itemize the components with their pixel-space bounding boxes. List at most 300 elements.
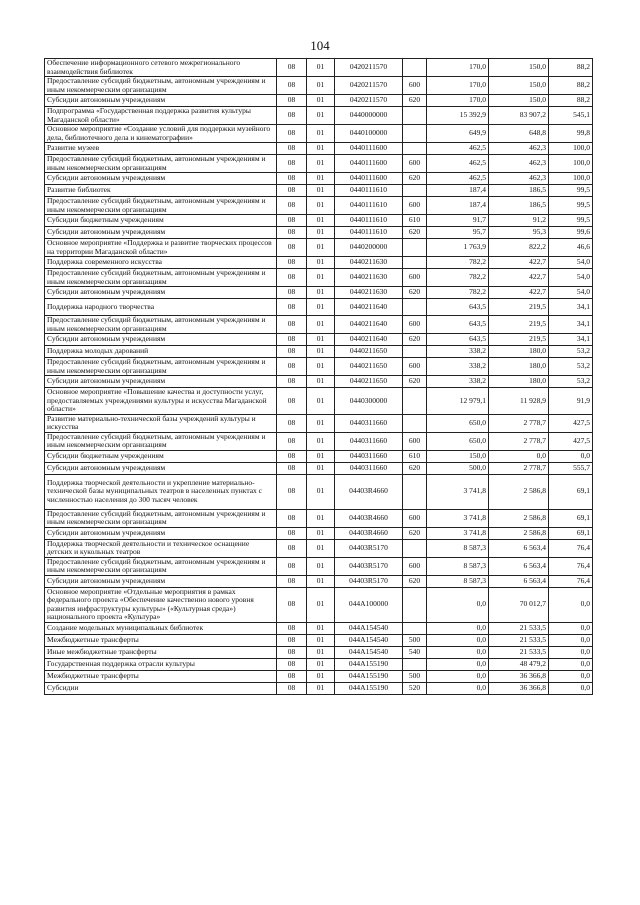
table-cell-actual: 36 366,8 <box>489 682 549 694</box>
table-cell-subsection: 01 <box>307 462 335 474</box>
table-cell-target-article: 0420211570 <box>335 95 403 107</box>
table-cell-subsection: 01 <box>307 557 335 575</box>
table-cell-name: Субсидии автономным учреждениям <box>45 376 277 388</box>
table-row <box>45 125 593 143</box>
table-cell-actual: 219,5 <box>489 299 549 316</box>
table-cell-actual: 822,2 <box>489 239 549 257</box>
table-cell-percent: 88,2 <box>549 59 593 77</box>
table-cell-name: Поддержка народного творчества <box>45 299 277 316</box>
table-cell-name: Предоставление субсидий бюджетным, автономным учреждениям и иным некоммерческим организациям <box>45 316 277 334</box>
table-cell-subsection: 01 <box>307 215 335 227</box>
table-row <box>45 462 593 474</box>
table-cell-actual: 462,3 <box>489 155 549 173</box>
table-cell-subsection: 01 <box>307 388 335 415</box>
table-cell-actual: 91,2 <box>489 215 549 227</box>
table-cell-expense-type <box>403 257 427 269</box>
table-cell-percent: 76,4 <box>549 539 593 557</box>
table-cell-name: Предоставление субсидий бюджетным, автономным учреждениям и иным некоммерческим организациям <box>45 197 277 215</box>
table-cell-actual: 2 586,8 <box>489 527 549 539</box>
table-cell-target-article: 044A155190 <box>335 682 403 694</box>
table-cell-plan: 338,2 <box>427 346 489 358</box>
table-cell-expense-type <box>403 388 427 415</box>
table-cell-percent: 99,8 <box>549 125 593 143</box>
table-cell-expense-type <box>403 622 427 634</box>
table-cell-target-article: 0440111600 <box>335 155 403 173</box>
table-cell-plan: 8 587,3 <box>427 575 489 587</box>
table-cell-percent: 99,5 <box>549 185 593 197</box>
table-cell-name: Основное мероприятие «Повышение качества и доступности услуг, предоставляемых учреждениями культуры и искусства Магаданской области» <box>45 388 277 415</box>
table-cell-actual: 150,0 <box>489 59 549 77</box>
table-cell-actual: 70 012,7 <box>489 587 549 622</box>
table-cell-subsection: 01 <box>307 414 335 432</box>
table-cell-expense-type <box>403 143 427 155</box>
table-cell-section: 08 <box>277 682 307 694</box>
table-cell-plan: 0,0 <box>427 670 489 682</box>
table-cell-name: Обеспечение информационного сетевого межрегионального взаимодействия библиотек <box>45 59 277 77</box>
table-row <box>45 287 593 299</box>
table-cell-plan: 462,5 <box>427 155 489 173</box>
table-cell-actual: 219,5 <box>489 316 549 334</box>
table-cell-subsection: 01 <box>307 227 335 239</box>
table-cell-percent: 99,6 <box>549 227 593 239</box>
table-cell-actual: 21 533,5 <box>489 634 549 646</box>
table-cell-plan: 650,0 <box>427 414 489 432</box>
table-cell-section: 08 <box>277 125 307 143</box>
table-row <box>45 509 593 527</box>
table-cell-section: 08 <box>277 346 307 358</box>
table-cell-name: Субсидии автономным учреждениям <box>45 575 277 587</box>
table-row <box>45 143 593 155</box>
table-cell-actual: 422,7 <box>489 257 549 269</box>
table-cell-expense-type: 610 <box>403 215 427 227</box>
table-cell-actual: 180,0 <box>489 376 549 388</box>
table-cell-section: 08 <box>277 197 307 215</box>
table-cell-subsection: 01 <box>307 173 335 185</box>
table-row <box>45 575 593 587</box>
table-cell-subsection: 01 <box>307 125 335 143</box>
table-cell-percent: 0,0 <box>549 682 593 694</box>
table-row <box>45 557 593 575</box>
table-cell-percent: 0,0 <box>549 622 593 634</box>
table-cell-subsection: 01 <box>307 682 335 694</box>
table-cell-subsection: 01 <box>307 346 335 358</box>
table-cell-expense-type: 600 <box>403 358 427 376</box>
table-cell-expense-type: 620 <box>403 376 427 388</box>
table-row <box>45 155 593 173</box>
table-row <box>45 658 593 670</box>
table-cell-plan: 1 763,9 <box>427 239 489 257</box>
table-cell-subsection: 01 <box>307 474 335 509</box>
table-cell-expense-type: 600 <box>403 316 427 334</box>
table-cell-section: 08 <box>277 646 307 658</box>
table-cell-percent: 545,1 <box>549 107 593 125</box>
table-cell-expense-type <box>403 474 427 509</box>
table-cell-subsection: 01 <box>307 257 335 269</box>
table-row <box>45 670 593 682</box>
table-cell-name: Субсидии автономным учреждениям <box>45 462 277 474</box>
table-cell-target-article: 044A154540 <box>335 646 403 658</box>
table-row <box>45 95 593 107</box>
table-cell-name: Предоставление субсидий бюджетным, автономным учреждениям и иным некоммерческим организациям <box>45 269 277 287</box>
table-row <box>45 539 593 557</box>
table-cell-expense-type: 500 <box>403 634 427 646</box>
table-cell-target-article: 04403R4660 <box>335 474 403 509</box>
table-row <box>45 527 593 539</box>
table-cell-section: 08 <box>277 316 307 334</box>
table-row <box>45 474 593 509</box>
table-cell-percent: 0,0 <box>549 670 593 682</box>
table-cell-actual: 462,3 <box>489 143 549 155</box>
table-row <box>45 59 593 77</box>
table-cell-actual: 2 778,7 <box>489 414 549 432</box>
table-cell-plan: 12 979,1 <box>427 388 489 415</box>
table-cell-name: Межбюджетные трансферты <box>45 670 277 682</box>
table-row <box>45 376 593 388</box>
table-cell-actual: 2 778,7 <box>489 432 549 450</box>
table-row <box>45 239 593 257</box>
table-row <box>45 432 593 450</box>
table-cell-name: Предоставление субсидий бюджетным, автономным учреждениям и иным некоммерческим организациям <box>45 77 277 95</box>
table-cell-expense-type: 620 <box>403 227 427 239</box>
table-cell-target-article: 044A154540 <box>335 622 403 634</box>
table-cell-target-article: 04403R5170 <box>335 575 403 587</box>
table-cell-subsection: 01 <box>307 634 335 646</box>
table-cell-expense-type: 620 <box>403 334 427 346</box>
table-cell-subsection: 01 <box>307 587 335 622</box>
table-cell-name: Предоставление субсидий бюджетным, автономным учреждениям и иным некоммерческим организациям <box>45 509 277 527</box>
table-cell-plan: 3 741,8 <box>427 509 489 527</box>
table-cell-actual: 83 907,2 <box>489 107 549 125</box>
table-cell-name: Субсидии автономным учреждениям <box>45 95 277 107</box>
table-cell-target-article: 0440211630 <box>335 269 403 287</box>
table-cell-name: Субсидии автономным учреждениям <box>45 334 277 346</box>
table-cell-actual: 219,5 <box>489 334 549 346</box>
table-cell-expense-type: 500 <box>403 670 427 682</box>
table-cell-actual: 21 533,5 <box>489 622 549 634</box>
table-cell-percent: 0,0 <box>549 450 593 462</box>
table-row <box>45 388 593 415</box>
table-cell-actual: 2 586,8 <box>489 509 549 527</box>
table-cell-plan: 170,0 <box>427 95 489 107</box>
table-cell-name: Поддержка творческой деятельности и техническое оснащение детских и кукольных театров <box>45 539 277 557</box>
table-cell-name: Субсидии бюджетным учреждениям <box>45 215 277 227</box>
table-cell-plan: 338,2 <box>427 376 489 388</box>
table-cell-plan: 0,0 <box>427 634 489 646</box>
table-cell-actual: 6 563,4 <box>489 575 549 587</box>
table-cell-actual: 6 563,4 <box>489 539 549 557</box>
table-cell-plan: 8 587,3 <box>427 539 489 557</box>
table-cell-target-article: 0440311660 <box>335 462 403 474</box>
table-cell-section: 08 <box>277 107 307 125</box>
table-cell-actual: 0,0 <box>489 450 549 462</box>
table-cell-expense-type: 540 <box>403 646 427 658</box>
table-cell-plan: 170,0 <box>427 59 489 77</box>
table-cell-plan: 649,9 <box>427 125 489 143</box>
table-cell-actual: 150,0 <box>489 95 549 107</box>
table-cell-expense-type: 620 <box>403 173 427 185</box>
table-cell-name: Развитие библиотек <box>45 185 277 197</box>
table-cell-actual: 11 928,9 <box>489 388 549 415</box>
table-row <box>45 358 593 376</box>
table-cell-percent: 0,0 <box>549 646 593 658</box>
table-cell-plan: 782,2 <box>427 257 489 269</box>
table-cell-expense-type <box>403 539 427 557</box>
table-cell-plan: 91,7 <box>427 215 489 227</box>
table-cell-actual: 186,5 <box>489 185 549 197</box>
table-cell-percent: 34,1 <box>549 299 593 316</box>
table-cell-expense-type: 620 <box>403 95 427 107</box>
table-cell-target-article: 044A154540 <box>335 634 403 646</box>
table-cell-percent: 34,1 <box>549 334 593 346</box>
table-cell-subsection: 01 <box>307 77 335 95</box>
table-cell-plan: 0,0 <box>427 622 489 634</box>
table-cell-name: Поддержка современного искусства <box>45 257 277 269</box>
table-cell-name: Субсидии автономным учреждениям <box>45 227 277 239</box>
table-cell-name: Субсидии автономным учреждениям <box>45 287 277 299</box>
table-cell-percent: 427,5 <box>549 414 593 432</box>
table-cell-expense-type <box>403 587 427 622</box>
table-row <box>45 634 593 646</box>
table-cell-subsection: 01 <box>307 269 335 287</box>
table-cell-section: 08 <box>277 432 307 450</box>
table-cell-section: 08 <box>277 95 307 107</box>
table-cell-percent: 54,0 <box>549 287 593 299</box>
table-cell-percent: 0,0 <box>549 658 593 670</box>
table-row <box>45 215 593 227</box>
table-cell-subsection: 01 <box>307 658 335 670</box>
table-cell-expense-type <box>403 346 427 358</box>
table-cell-section: 08 <box>277 143 307 155</box>
table-cell-expense-type: 600 <box>403 77 427 95</box>
table-cell-target-article: 0440311660 <box>335 450 403 462</box>
table-cell-plan: 462,5 <box>427 173 489 185</box>
table-cell-name: Основное мероприятие «Создание условий для поддержки музейного дела, библиотечного дела и кинематографии» <box>45 125 277 143</box>
table-cell-expense-type <box>403 125 427 143</box>
table-cell-target-article: 0440300000 <box>335 388 403 415</box>
table-cell-name: Предоставление субсидий бюджетным, автономным учреждениям и иным некоммерческим организациям <box>45 557 277 575</box>
table-cell-name: Развитие музеев <box>45 143 277 155</box>
table-cell-percent: 88,2 <box>549 77 593 95</box>
table-cell-name: Предоставление субсидий бюджетным, автономным учреждениям и иным некоммерческим организациям <box>45 432 277 450</box>
table-cell-percent: 99,5 <box>549 215 593 227</box>
table-cell-section: 08 <box>277 185 307 197</box>
budget-table <box>44 58 593 695</box>
table-cell-target-article: 044A100000 <box>335 587 403 622</box>
table-cell-plan: 643,5 <box>427 316 489 334</box>
table-cell-target-article: 0440211650 <box>335 376 403 388</box>
table-cell-name: Предоставление субсидий бюджетным, автономным учреждениям и иным некоммерческим организациям <box>45 155 277 173</box>
table-row <box>45 269 593 287</box>
table-cell-target-article: 0440111600 <box>335 173 403 185</box>
table-cell-name: Субсидии <box>45 682 277 694</box>
table-cell-expense-type <box>403 107 427 125</box>
table-cell-plan: 170,0 <box>427 77 489 95</box>
table-row <box>45 414 593 432</box>
table-cell-plan: 0,0 <box>427 682 489 694</box>
table-cell-target-article: 0420211570 <box>335 77 403 95</box>
table-cell-name: Основное мероприятие «Поддержка и развитие творческих процессов на территории Магаданской области» <box>45 239 277 257</box>
table-row <box>45 299 593 316</box>
table-row <box>45 173 593 185</box>
table-cell-target-article: 04403R5170 <box>335 539 403 557</box>
table-cell-percent: 34,1 <box>549 316 593 334</box>
table-cell-section: 08 <box>277 414 307 432</box>
table-cell-name: Субсидии автономным учреждениям <box>45 173 277 185</box>
table-cell-name: Предоставление субсидий бюджетным, автономным учреждениям и иным некоммерческим организациям <box>45 358 277 376</box>
table-cell-subsection: 01 <box>307 239 335 257</box>
table-cell-actual: 422,7 <box>489 287 549 299</box>
table-cell-section: 08 <box>277 634 307 646</box>
table-cell-expense-type: 610 <box>403 450 427 462</box>
table-cell-subsection: 01 <box>307 432 335 450</box>
table-cell-section: 08 <box>277 575 307 587</box>
table-cell-target-article: 0440211650 <box>335 358 403 376</box>
table-cell-expense-type: 600 <box>403 155 427 173</box>
table-cell-expense-type: 620 <box>403 287 427 299</box>
table-cell-percent: 53,2 <box>549 346 593 358</box>
table-cell-percent: 53,2 <box>549 376 593 388</box>
table-cell-percent: 100,0 <box>549 155 593 173</box>
table-cell-name: Создание модельных муниципальных библиотек <box>45 622 277 634</box>
table-cell-subsection: 01 <box>307 155 335 173</box>
table-cell-percent: 100,0 <box>549 173 593 185</box>
table-cell-expense-type: 600 <box>403 557 427 575</box>
table-row <box>45 185 593 197</box>
table-row <box>45 334 593 346</box>
table-cell-section: 08 <box>277 557 307 575</box>
table-cell-plan: 150,0 <box>427 450 489 462</box>
table-cell-name: Основное мероприятие «Отдельные мероприятия в рамках федерального проекта «Обеспечение качественно нового уровня развития инфраструктуры культуры» («Культурная среда») национального проекта «Культура» <box>45 587 277 622</box>
table-row <box>45 107 593 125</box>
table-cell-actual: 2 778,7 <box>489 462 549 474</box>
table-cell-subsection: 01 <box>307 646 335 658</box>
table-cell-plan: 0,0 <box>427 658 489 670</box>
table-row <box>45 346 593 358</box>
table-cell-subsection: 01 <box>307 509 335 527</box>
table-cell-target-article: 0440100000 <box>335 125 403 143</box>
table-cell-name: Поддержка молодых дарований <box>45 346 277 358</box>
table-cell-plan: 0,0 <box>427 646 489 658</box>
table-cell-subsection: 01 <box>307 527 335 539</box>
table-cell-subsection: 01 <box>307 670 335 682</box>
table-cell-percent: 91,9 <box>549 388 593 415</box>
table-row <box>45 77 593 95</box>
table-cell-subsection: 01 <box>307 185 335 197</box>
table-cell-subsection: 01 <box>307 575 335 587</box>
table-cell-subsection: 01 <box>307 287 335 299</box>
table-cell-percent: 54,0 <box>549 257 593 269</box>
table-cell-target-article: 0440111610 <box>335 197 403 215</box>
table-cell-section: 08 <box>277 227 307 239</box>
table-cell-plan: 782,2 <box>427 287 489 299</box>
table-cell-section: 08 <box>277 622 307 634</box>
table-cell-expense-type: 600 <box>403 197 427 215</box>
table-cell-percent: 69,1 <box>549 509 593 527</box>
table-cell-plan: 650,0 <box>427 432 489 450</box>
table-cell-section: 08 <box>277 358 307 376</box>
table-row <box>45 316 593 334</box>
table-cell-subsection: 01 <box>307 622 335 634</box>
table-cell-plan: 187,4 <box>427 185 489 197</box>
table-cell-expense-type <box>403 299 427 316</box>
table-cell-target-article: 044A155190 <box>335 658 403 670</box>
table-cell-actual: 648,8 <box>489 125 549 143</box>
table-cell-section: 08 <box>277 509 307 527</box>
table-cell-expense-type <box>403 658 427 670</box>
table-cell-target-article: 0440211640 <box>335 316 403 334</box>
table-cell-subsection: 01 <box>307 450 335 462</box>
table-cell-target-article: 0440211630 <box>335 287 403 299</box>
table-cell-subsection: 01 <box>307 107 335 125</box>
table-cell-target-article: 0440311660 <box>335 432 403 450</box>
table-cell-target-article: 0440111600 <box>335 143 403 155</box>
table-cell-subsection: 01 <box>307 95 335 107</box>
table-cell-section: 08 <box>277 77 307 95</box>
table-cell-expense-type <box>403 185 427 197</box>
table-cell-percent: 46,6 <box>549 239 593 257</box>
table-cell-percent: 427,5 <box>549 432 593 450</box>
table-cell-plan: 3 741,8 <box>427 474 489 509</box>
table-row <box>45 450 593 462</box>
table-cell-actual: 462,3 <box>489 173 549 185</box>
table-cell-plan: 643,5 <box>427 334 489 346</box>
table-cell-plan: 500,0 <box>427 462 489 474</box>
table-cell-name: Поддержка творческой деятельности и укрепление материально-технической базы муниципальных театров в населенных пунктах с численностью населения до 300 тысяч человек <box>45 474 277 509</box>
table-cell-target-article: 044A155190 <box>335 670 403 682</box>
table-cell-subsection: 01 <box>307 376 335 388</box>
table-cell-actual: 186,5 <box>489 197 549 215</box>
table-cell-target-article: 04403R4660 <box>335 527 403 539</box>
table-cell-expense-type: 600 <box>403 432 427 450</box>
table-cell-expense-type <box>403 414 427 432</box>
table-cell-expense-type: 620 <box>403 527 427 539</box>
table-cell-section: 08 <box>277 155 307 173</box>
table-cell-actual: 150,0 <box>489 77 549 95</box>
table-row <box>45 257 593 269</box>
table-cell-percent: 88,2 <box>549 95 593 107</box>
table-cell-target-article: 0440211650 <box>335 346 403 358</box>
table-cell-target-article: 0440000000 <box>335 107 403 125</box>
table-cell-actual: 36 366,8 <box>489 670 549 682</box>
table-cell-name: Межбюджетные трансферты <box>45 634 277 646</box>
table-cell-name: Подпрограмма «Государственная поддержка развития культуры Магаданской области» <box>45 107 277 125</box>
table-cell-percent: 69,1 <box>549 474 593 509</box>
table-cell-plan: 8 587,3 <box>427 557 489 575</box>
table-cell-plan: 643,5 <box>427 299 489 316</box>
table-cell-section: 08 <box>277 450 307 462</box>
table-cell-actual: 422,7 <box>489 269 549 287</box>
table-cell-plan: 3 741,8 <box>427 527 489 539</box>
table-cell-subsection: 01 <box>307 334 335 346</box>
table-row <box>45 587 593 622</box>
table-cell-actual: 180,0 <box>489 358 549 376</box>
table-cell-percent: 0,0 <box>549 587 593 622</box>
table-cell-expense-type: 600 <box>403 269 427 287</box>
table-cell-expense-type: 620 <box>403 462 427 474</box>
table-cell-target-article: 04403R4660 <box>335 509 403 527</box>
table-cell-percent: 100,0 <box>549 143 593 155</box>
table-cell-section: 08 <box>277 239 307 257</box>
table-cell-expense-type <box>403 239 427 257</box>
table-cell-section: 08 <box>277 539 307 557</box>
table-cell-section: 08 <box>277 334 307 346</box>
table-cell-target-article: 0440111610 <box>335 215 403 227</box>
table-cell-percent: 76,4 <box>549 557 593 575</box>
table-cell-section: 08 <box>277 462 307 474</box>
table-cell-percent: 69,1 <box>549 527 593 539</box>
table-cell-section: 08 <box>277 474 307 509</box>
table-cell-target-article: 0440311660 <box>335 414 403 432</box>
